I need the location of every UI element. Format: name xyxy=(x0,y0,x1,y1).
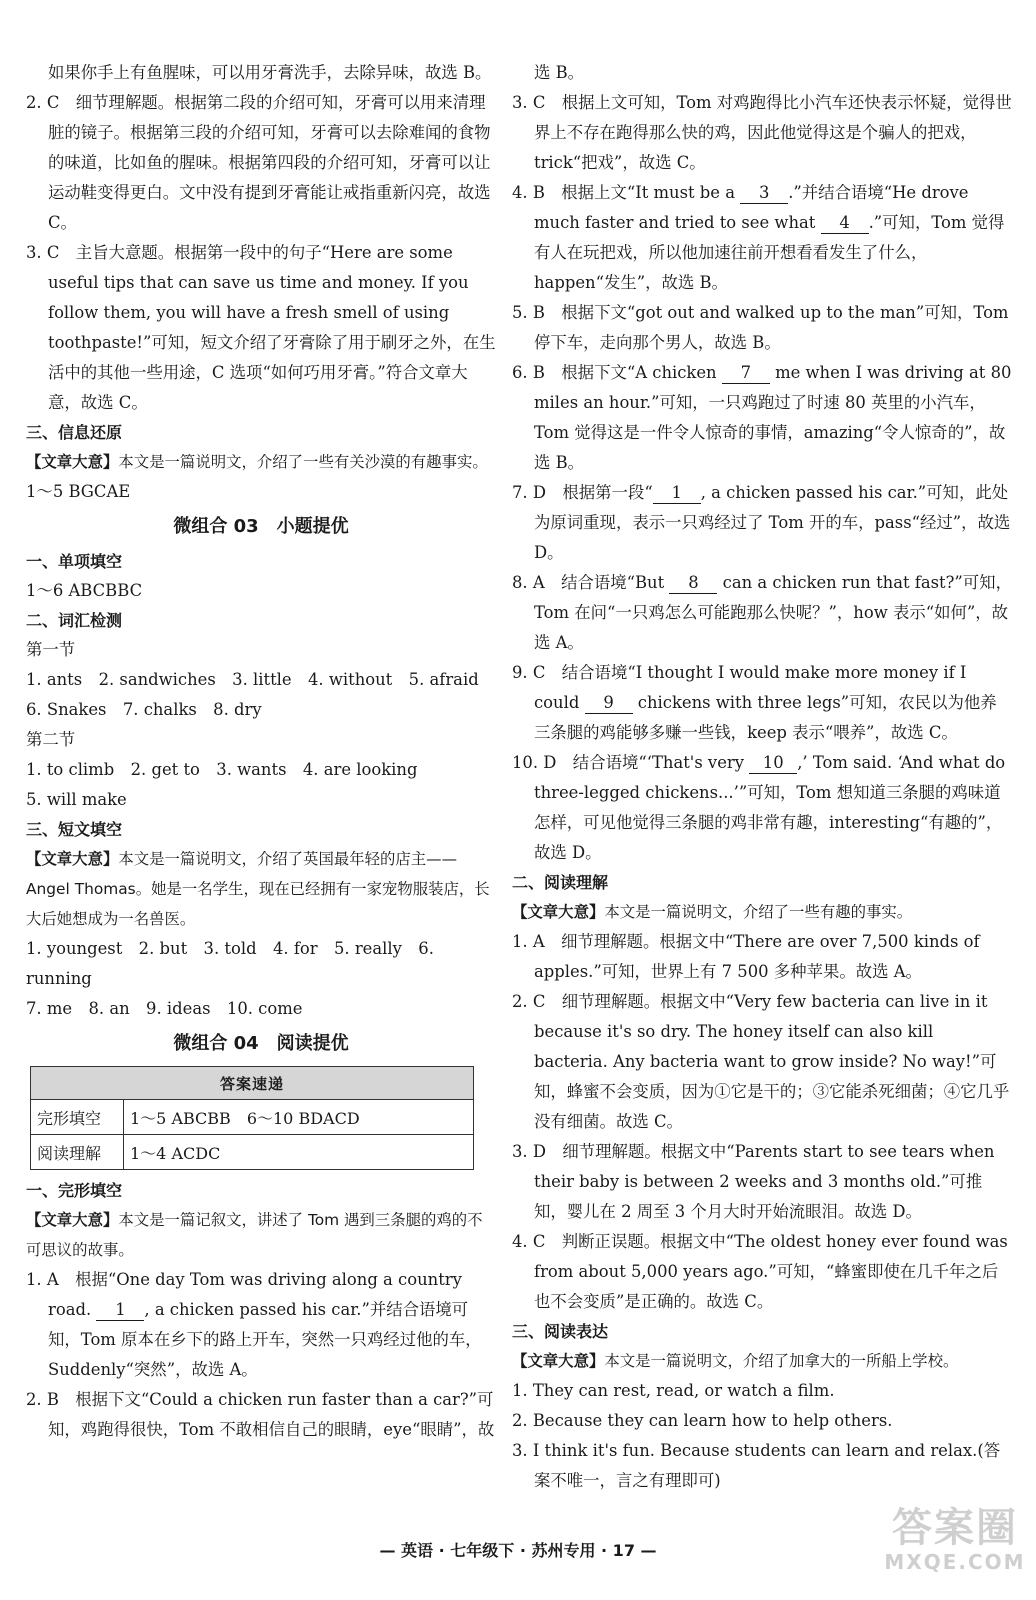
summary-text: 本文是一篇说明文，介绍了一些有趣的事实。 xyxy=(604,903,913,921)
answer-item: 5. B 根据下文“got out and walked up to the man”可知，Tom 停下车，走向那个男人，故选 B。 xyxy=(512,303,1009,352)
blank-number: 8 xyxy=(669,573,717,594)
item-text: .”并结合语境“He drove much faster and tried to see what xyxy=(534,183,969,232)
answer-table-header: 答案速递 xyxy=(31,1067,474,1100)
answer-item: 2. C 细节理解题。根据第二段的介绍可知，牙膏可以用来清理脏的镜子。根据第三段的介绍可知，牙膏可以去除难闻的食物的味道，比如鱼的腥味。根据第四段的介绍可知，牙膏可以让运动鞋变得更白。文中没有提到牙膏能让戒指重新闪亮，故选 C。 xyxy=(26,93,491,232)
answer-item: 3. D 细节理解题。根据文中“Parents start to see tears when their baby is between 2 weeks and 3 months old.”可推知，婴儿在 2 周至 3 个月大时开始流眼泪。故选 D。 xyxy=(512,1142,995,1221)
section-title: 微组合 03 小题提优 xyxy=(173,516,349,537)
table-row xyxy=(31,1100,474,1135)
blank-number: 3 xyxy=(740,183,788,204)
table-row xyxy=(31,1135,474,1170)
item-text: 8. A 结合语境“But xyxy=(512,573,665,592)
item-text: chickens with three legs”可知，农民以为他养三条腿的鸡能够多赚一些钱，keep 表示“喂养”，故选 C。 xyxy=(534,693,997,742)
answer-item xyxy=(512,748,1012,868)
answer-item: 1. They can rest, read, or watch a film. xyxy=(512,1381,835,1400)
answer-line: 6. Snakes 7. chalks 8. dry xyxy=(26,700,262,719)
item-text: me when I was driving at 80 miles an hour.”可知，一只鸡跑过了时速 80 英里的小汽车，Tom 觉得这是一件令人惊奇的事情，amazing“令人惊奇的”，故选 B。 xyxy=(534,363,1012,472)
watermark-text: 答案圈 xyxy=(892,1505,1018,1551)
summary-label: 【文章大意】 xyxy=(26,453,119,471)
item-text: 10. D 结合语境“‘That's very xyxy=(512,753,744,772)
answer-item: 2. C 细节理解题。根据文中“Very few bacteria can live in it because it's so dry. The honey itself can also kill bacteria. Any bacteria want to grow inside? No way!”可知，蜂蜜不会变质，因为①它是干的；③它能杀死细菌；④它几乎没有细菌。故选 C。 xyxy=(512,992,1010,1131)
answer-item xyxy=(512,358,1012,478)
answer-item xyxy=(512,478,1012,568)
watermark-logo xyxy=(880,1505,1030,1573)
summary-label: 【文章大意】 xyxy=(512,1352,605,1370)
page-footer: — 英语 · 七年级下 · 苏州专用 · 17 — xyxy=(379,1541,657,1560)
item-text: .”可知，Tom 觉得有人在玩把戏，所以他加速往前开想看看发生了什么，happen“发生”，故选 B。 xyxy=(534,213,1005,292)
summary-label: 【文章大意】 xyxy=(26,1211,119,1229)
item-text: 4. B 根据上文“It must be a xyxy=(512,183,735,202)
answer-line: 5. will make xyxy=(26,790,127,809)
article-summary xyxy=(26,1205,496,1265)
section-heading: 三、阅读表达 xyxy=(512,1322,609,1341)
answer-item: 1. A 细节理解题。根据文中“There are over 7,500 kinds of apples.”可知，世界上有 7 500 多种苹果。故选 A。 xyxy=(512,932,980,981)
answer-item: 4. C 判断正误题。根据文中“The oldest honey ever found was from about 5,000 years ago.”可知，“蜂蜜即使在几千年之后也不会变质”是正确的。故选 C。 xyxy=(512,1232,1008,1311)
answer-item xyxy=(512,568,1012,658)
summary-text: 本文是一篇说明文，介绍了英国最年轻的店主——Angel Thomas。她是一名学生，现在已经拥有一家宠物服装店，长大后她想成为一名兽医。 xyxy=(26,850,490,928)
article-summary xyxy=(26,447,496,477)
section-heading: 三、短文填空 xyxy=(26,820,123,839)
section-heading: 三、信息还原 xyxy=(26,423,123,442)
item-text: 7. D 根据第一段“ xyxy=(512,483,653,502)
answer-line: 1. ants 2. sandwiches 3. little 4. without 5. afraid xyxy=(26,670,479,689)
answer-item: 3. I think it's fun. Because students can learn and relax.(答案不唯一，言之有理即可) xyxy=(512,1441,1001,1490)
section-heading: 一、完形填空 xyxy=(26,1181,123,1200)
answer-item: 3. C 主旨大意题。根据第一段中的句子“Here are some useful tips that can save us time and money. If you follow them, you will have a fresh smell of using toothpaste!”可知，短文介绍了牙膏除了用于刷牙之外，在生活中的其他一些用途，C 选项“如何巧用牙膏。”符合文章大意，故选 C。 xyxy=(26,243,496,412)
item-text: 1. A 根据“One day Tom was driving along a country road. xyxy=(26,1270,462,1319)
item-text: 6. B 根据下文“A chicken xyxy=(512,363,717,382)
subsection-label: 第二节 xyxy=(26,730,76,749)
blank-number: 7 xyxy=(722,363,770,384)
answer-line: 1. to climb 2. get to 3. wants 4. are looking xyxy=(26,760,418,779)
table-cell: 完形填空 xyxy=(31,1100,124,1135)
summary-text: 本文是一篇说明文，介绍了加拿大的一所船上学校。 xyxy=(604,1352,959,1370)
answer-table xyxy=(30,1066,474,1170)
blank-number: 1 xyxy=(653,483,701,504)
table-cell: 1～4 ACDC xyxy=(124,1135,474,1170)
article-summary xyxy=(512,897,1012,927)
right-column xyxy=(512,58,1012,1496)
item-text: 9. C 结合语境“I thought I would make more money if I could xyxy=(512,663,967,712)
watermark-url: MXQE.COM xyxy=(884,1550,1026,1574)
article-summary xyxy=(26,844,496,934)
left-column xyxy=(26,58,496,1445)
section-heading: 二、词汇检测 xyxy=(26,611,123,630)
summary-label: 【文章大意】 xyxy=(26,850,119,868)
section-heading: 二、阅读理解 xyxy=(512,873,609,892)
answer-line: 1～5 BGCAE xyxy=(26,482,131,501)
answer-item: 2. B 根据下文“Could a chicken run faster than a car?”可知，鸡跑得很快，Tom 不敢相信自己的眼睛，eye“眼睛”，故 xyxy=(26,1390,495,1439)
item-text: , a chicken passed his car.”并结合语境可知，Tom 原本在乡下的路上开车，突然一只鸡经过他的车，Suddenly“突然”，故选 A。 xyxy=(48,1300,482,1379)
answer-item xyxy=(512,658,1012,748)
paragraph: 选 B。 xyxy=(534,63,585,82)
article-summary xyxy=(512,1346,1012,1376)
answer-item: 3. C 根据上文可知，Tom 对鸡跑得比小汽车还快表示怀疑，觉得世界上不存在跑得那么快的鸡，因此他觉得这是个骗人的把戏，trick“把戏”，故选 C。 xyxy=(512,93,1012,172)
summary-text: 本文是一篇记叙文，讲述了 Tom 遇到三条腿的鸡的不可思议的故事。 xyxy=(26,1211,483,1259)
answer-line: 1～6 ABCBBC xyxy=(26,581,143,600)
item-text: ,’ Tom said. ‘And what do three-legged chickens...’”可知，Tom 想知道三条腿的鸡味道怎样，可见他觉得三条腿的鸡非常有趣，interesting“有趣的”，故选 D。 xyxy=(534,753,1006,862)
blank-number: 10 xyxy=(749,753,797,774)
answer-line: 7. me 8. an 9. ideas 10. come xyxy=(26,999,303,1018)
blank-number: 1 xyxy=(96,1300,144,1321)
answer-item: 2. Because they can learn how to help others. xyxy=(512,1411,893,1430)
answer-item xyxy=(512,178,1012,298)
paragraph: 如果你手上有鱼腥味，可以用牙膏洗手，去除异味，故选 B。 xyxy=(48,63,492,82)
summary-label: 【文章大意】 xyxy=(512,903,605,921)
answer-item xyxy=(26,1265,496,1385)
blank-number: 4 xyxy=(821,213,869,234)
section-heading: 一、单项填空 xyxy=(26,552,123,571)
subsection-label: 第一节 xyxy=(26,640,76,659)
summary-text: 本文是一篇说明文，介绍了一些有关沙漠的有趣事实。 xyxy=(118,453,488,471)
section-title: 微组合 04 阅读提优 xyxy=(173,1033,349,1054)
table-cell: 阅读理解 xyxy=(31,1135,124,1170)
item-text: can a chicken run that fast?”可知，Tom 在问“一只鸡怎么可能跑那么快呢？”，how 表示“如何”，故选 A。 xyxy=(534,573,1012,652)
answer-line: 1. youngest 2. but 3. told 4. for 5. really 6. running xyxy=(26,939,434,988)
table-cell: 1～5 ABCBB 6～10 BDACD xyxy=(124,1100,474,1135)
blank-number: 9 xyxy=(585,693,633,714)
item-text: , a chicken passed his car.”可知，此处为原词重现，表示一只鸡经过了 Tom 开的车，pass“经过”，故选 D。 xyxy=(534,483,1011,562)
